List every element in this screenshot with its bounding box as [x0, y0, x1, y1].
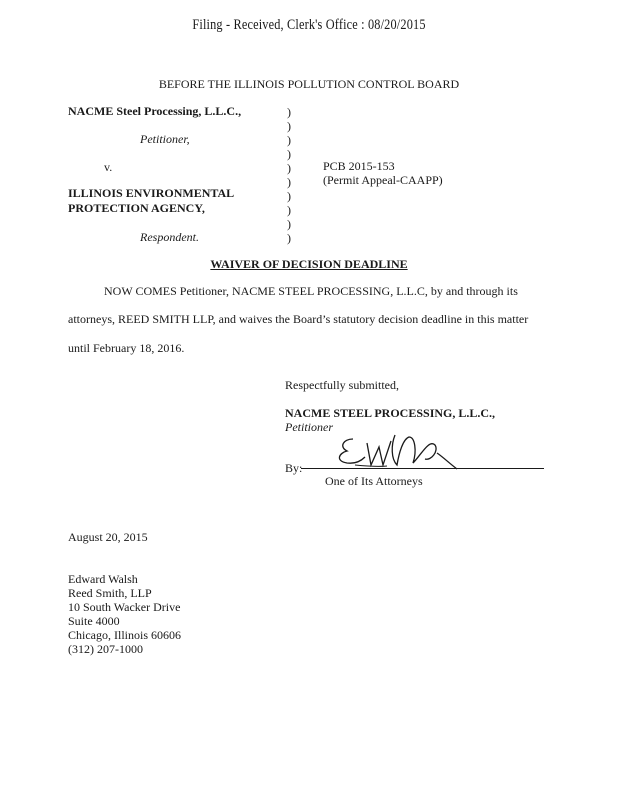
- case-type: (Permit Appeal-CAAPP): [323, 173, 443, 187]
- attorney-suite: Suite 4000: [68, 614, 120, 628]
- caption-paren: ): [287, 133, 291, 147]
- caption-paren: ): [287, 105, 291, 119]
- body-line-2: attorneys, REED SMITH LLP, and waives the Board’s statutory decision deadline in this matter: [68, 312, 529, 326]
- respondent-name-line2: PROTECTION AGENCY,: [68, 201, 205, 215]
- attorney-firm: Reed Smith, LLP: [68, 586, 152, 600]
- caption-paren: ): [287, 119, 291, 133]
- handwritten-signature: [325, 425, 465, 475]
- caption-paren: ): [287, 203, 291, 217]
- caption-paren: ): [287, 147, 291, 161]
- attorney-city: Chicago, Illinois 60606: [68, 628, 181, 642]
- signature-firm: NACME STEEL PROCESSING, L.L.C.,: [285, 406, 496, 420]
- versus-label: v.: [104, 160, 113, 174]
- body-line-1: NOW COMES Petitioner, NACME STEEL PROCESSING, L.L.C, by and through its: [104, 284, 518, 298]
- body-line-3: until February 18, 2016.: [68, 341, 185, 355]
- petitioner-role: Petitioner,: [140, 132, 190, 146]
- caption-paren: ): [287, 161, 291, 175]
- signer-caption: One of Its Attorneys: [325, 474, 423, 488]
- attorney-name: Edward Walsh: [68, 572, 138, 586]
- attorney-street: 10 South Wacker Drive: [68, 600, 181, 614]
- filing-stamp: Filing - Received, Clerk's Office : 08/20/2015: [192, 17, 426, 33]
- board-heading: BEFORE THE ILLINOIS POLLUTION CONTROL BOARD: [158, 77, 460, 91]
- respondent-name-line1: ILLINOIS ENVIRONMENTAL: [68, 186, 235, 200]
- caption-paren: ): [287, 217, 291, 231]
- petitioner-name: NACME Steel Processing, L.L.C.,: [68, 104, 242, 118]
- document-title: WAIVER OF DECISION DEADLINE: [210, 257, 408, 271]
- closing-text: Respectfully submitted,: [285, 378, 399, 392]
- caption-paren: ): [287, 231, 291, 245]
- case-number: PCB 2015-153: [323, 159, 395, 173]
- by-label: By:: [285, 461, 303, 475]
- document-date: August 20, 2015: [68, 530, 148, 544]
- caption-paren: ): [287, 189, 291, 203]
- attorney-phone: (312) 207-1000: [68, 642, 143, 656]
- caption-paren: ): [287, 175, 291, 189]
- respondent-role: Respondent.: [140, 230, 199, 244]
- signature-role: Petitioner: [285, 420, 333, 434]
